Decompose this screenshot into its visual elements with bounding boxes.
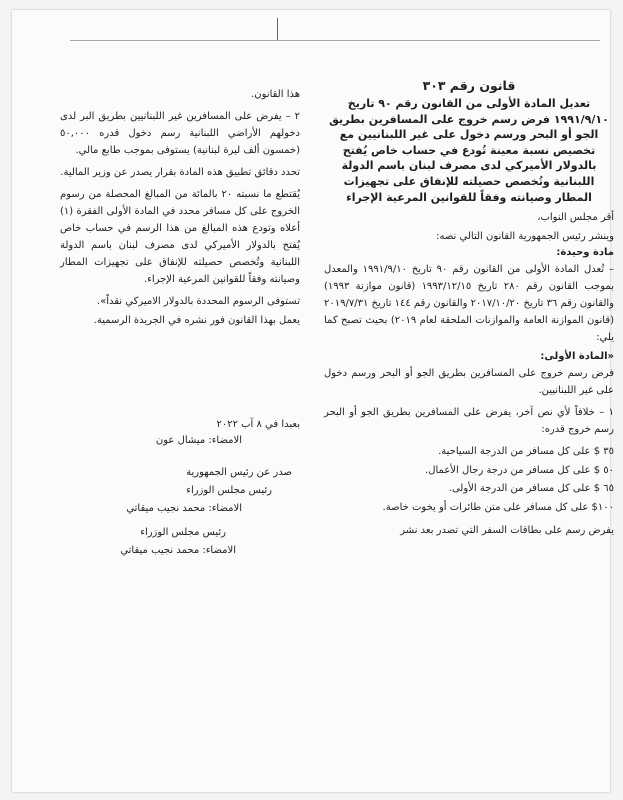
clause-details: تحدد دقائق تطبيق هذه المادة بقرار يصدر عن وزير المالية. (60, 167, 300, 178)
intro-parliament: أقر مجلس النواب، (537, 212, 614, 224)
tail-text: يفرض رسم على بطاقات السفر التي تصدر بعد نشر (400, 525, 614, 537)
signature-president: الامضاء: ميشال عون (155, 435, 242, 446)
clause-dollar: تستوفى الرسوم المحددة بالدولار الاميركي نقداً». (96, 296, 300, 307)
amendment-text: – تُعدل المادة الأولى من القانون رقم ٩٠ تاريخ ١٩٩١/٩/١٠ والمعدل بموجب القانون رقم ٢٨٠ تاريخ ١٩٩٣/١٢/١٥ (قانون موازنة ١٩٩٣) والقانون رقم ٣٦ تاريخ ٢٠١٧/١٠/٢٠ والقانون رقم ١٤٤ تاريخ ٢٠١٩/٧/٣١ (قانون الموازنة العامة والموازنات الملحقة لعام ٢٠١٩) بحيث تصبح كما يلي: (323, 264, 615, 344)
pm-title-2: رئيس مجلس الوزراء (140, 527, 226, 538)
single-article-title: مادة وحيدة: (556, 247, 614, 259)
first-article-title: «المادة الأولى: (540, 351, 614, 363)
fee-first-class: ٦٥ $ على كل مسافر من الدرجة الأولى. (448, 483, 614, 495)
horizontal-rule (70, 40, 600, 41)
date-line: بعبدا في ٨ آب ٢٠٢٢ (216, 419, 300, 430)
fee-private: ١٠٠$ على كل مسافر على متن طائرات أو يخوت خاصة. (382, 501, 614, 513)
fee-business: ٥٠ $ على كل مسافر من درجة رجال الأعمال. (425, 464, 614, 476)
clause-deduct: يُقتطع ما نسبته ٢٠ بالمائة من المبالغ المحصلة من رسوم الخروج على كل مسافر محدد في المادة الأولى الفقرة (١) أعلاه وتودع هذه المبالغ من هذا الرسم في حساب خاص يُفتح بالدولار الأميركي لدى مصرف لبنان باسم الدولة اللبنانية وتُخصص حصيلته للإنفاق على تجهيزات المطار وصيانته وفقاً للقوانين المرعية الإجراء. (60, 189, 300, 285)
clause-1: ١ – خلافاً لأي نص آخر، يفرض على المسافرين بطريق الجو أو البحر رسم خروج قدره: (324, 407, 614, 436)
signature-pm: الامضاء: محمد نجيب ميقاتي (126, 503, 242, 514)
clause-2: ٢ – يفرض على المسافرين غير اللبنانيين بطريق البر لدى دخولهم الأراضي اللبنانية رسم دخول قدره ٥٠,٠٠٠ (خمسون ألف ليرة لبنانية) يستوفى بموجب طابع مالي. (60, 111, 300, 156)
intro-publish: وينشر رئيس الجمهورية القانون التالي نصه: (436, 231, 614, 243)
signature-pm-2: الامضاء: محمد نجيب ميقاتي (120, 545, 236, 556)
right-column (324, 78, 614, 544)
continuation-text: هذا القانون. (251, 89, 300, 100)
fee-economy: ٣٥ $ على كل مسافر من الدرجة السياحية. (438, 446, 614, 458)
left-column (60, 78, 300, 334)
law-title: قانون رقم ٣٠٣ (422, 78, 516, 93)
clause-publish: يعمل بهذا القانون فور نشره في الجريدة الرسمية. (93, 315, 300, 326)
law-heading: تعديل المادة الأولى من القانون رقم ٩٠ تاريخ ١٩٩١/٩/١٠ فرض رسم خروج على المسافرين بطريق الجو أو البحر ورسم دخول على غير اللبنانيين مع تخصيص نسبة معينة تُودع في حساب خاص يُفتح بالدولار الأميركي لدى مصرف لبنان باسم الدولة اللبنانية وتُخصص حصيلته للإنفاق على تجهيزات المطار وصيانته وفقاً للقوانين المرعية الإجراء (329, 97, 609, 204)
issued-by: صدر عن رئيس الجمهورية (186, 467, 292, 478)
document-page (12, 10, 615, 792)
pm-title: رئيس مجلس الوزراء (186, 485, 272, 496)
vertical-rule (277, 18, 278, 40)
first-article-text: فرض رسم خروج على المسافرين بطريق الجو أو البحر ورسم دخول على غير اللبنانيين. (324, 368, 614, 397)
